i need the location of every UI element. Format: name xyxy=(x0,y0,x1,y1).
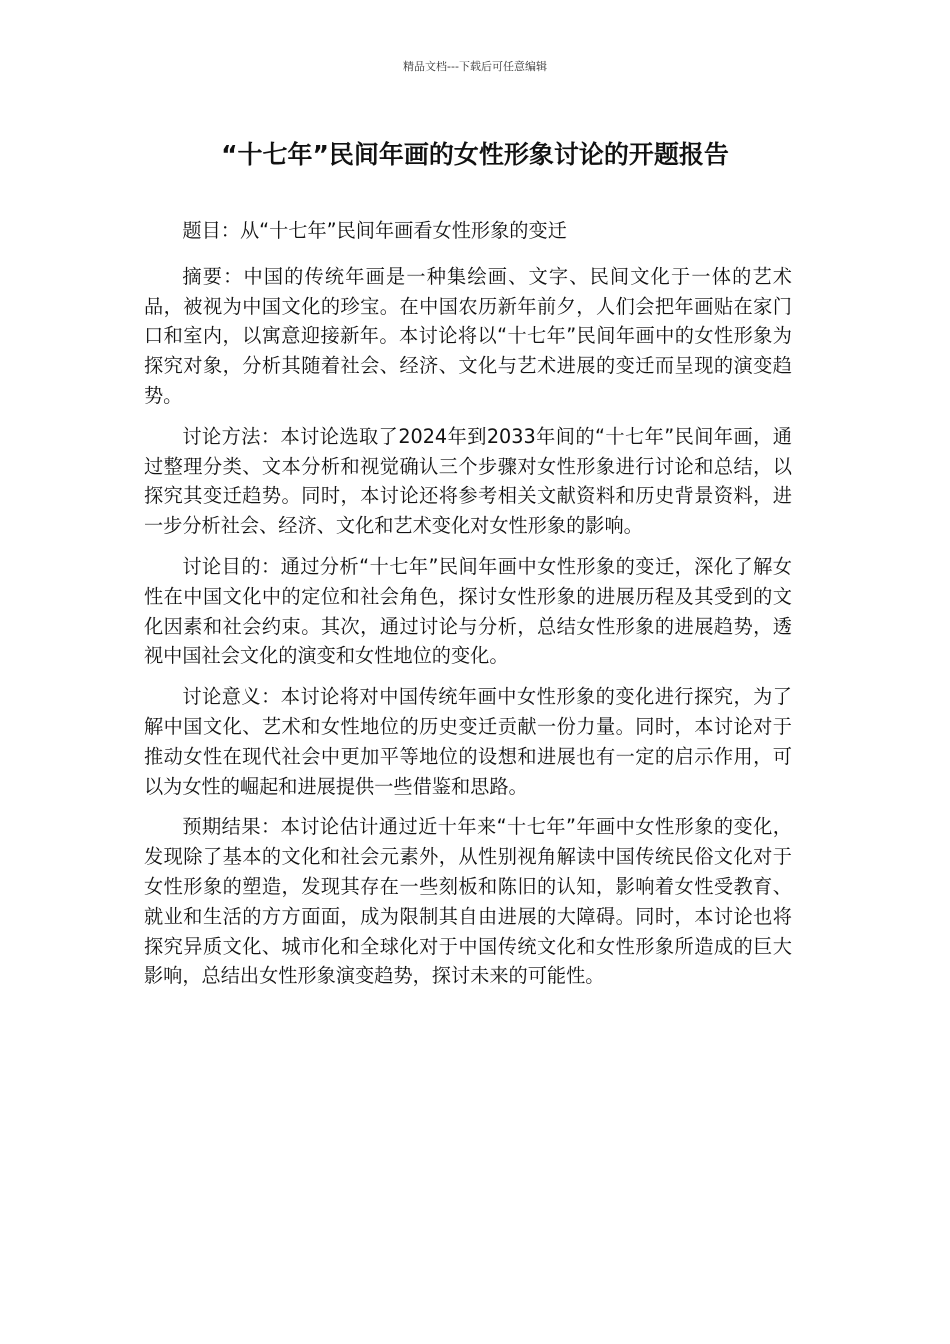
page-header-note: 精品文档---下载后可任意编辑 xyxy=(403,60,547,73)
expected-results-paragraph: 预期结果：本讨论估计通过近十年来“十七年”年画中女性形象的变化，发现除了基本的文化和社会元素外，从性别视角解读中国传统民俗文化对于女性形象的塑造，发现其存在一些刻板和陈旧的认知，影响着女性受教育、就业和生活的方方面面，成为限制其自由进展的大障碍。同时，本讨论也将探究异质文化、城市化和全球化对于中国传统文化和女性形象所造成的巨大影响，总结出女性形象演变趋势，探讨未来的可能性。 xyxy=(144,815,792,988)
significance-paragraph: 讨论意义：本讨论将对中国传统年画中女性形象的变化进行探究，为了解中国文化、艺术和女性地位的历史变迁贡献一份力量。同时，本讨论对于推动女性在现代社会中更加平等地位的设想和进展也有一定的启示作用，可以为女性的崛起和进展提供一些借鉴和思路。 xyxy=(144,685,792,798)
document-body xyxy=(144,216,792,991)
topic-paragraph: 题目：从“十七年”民间年画看女性形象的变迁 xyxy=(182,219,567,242)
document-title: “十七年”民间年画的女性形象讨论的开题报告 xyxy=(221,140,729,169)
method-paragraph: 讨论方法：本讨论选取了2024年到2033年间的“十七年”民间年画，通过整理分类、文本分析和视觉确认三个步骤对女性形象进行讨论和总结，以探究其变迁趋势。同时，本讨论还将参考相关文献资料和历史背景资料，进一步分析社会、经济、文化和艺术变化对女性形象的影响。 xyxy=(144,424,792,538)
abstract-paragraph: 摘要：中国的传统年画是一种集绘画、文字、民间文化于一体的艺术品，被视为中国文化的珍宝。在中国农历新年前夕，人们会把年画贴在家门口和室内，以寓意迎接新年。本讨论将以“十七年”民间年画中的女性形象为探究对象，分析其随着社会、经济、文化与艺术进展的变迁而呈现的演变趋势。 xyxy=(144,264,792,407)
purpose-paragraph: 讨论目的：通过分析“十七年”民间年画中女性形象的变迁，深化了解女性在中国文化中的定位和社会角色，探讨女性形象的进展历程及其受到的文化因素和社会约束。其次，通过讨论与分析，总结女性形象的进展趋势，透视中国社会文化的演变和女性地位的变化。 xyxy=(144,554,792,668)
